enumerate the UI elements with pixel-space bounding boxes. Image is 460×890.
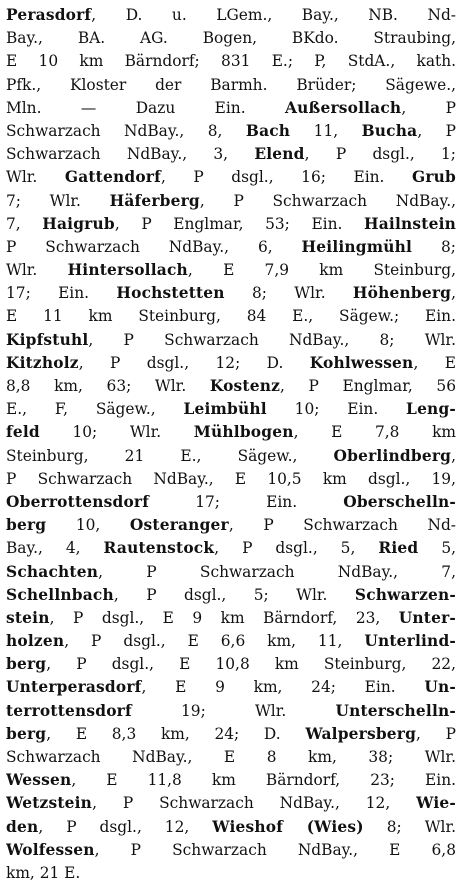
text-run: , P dsgl., 12; D.: [78, 353, 310, 372]
place-name: Elend: [254, 145, 305, 164]
place-name: Osteranger: [129, 516, 229, 535]
text-line: [6, 700, 456, 723]
text-run: 10,: [46, 516, 130, 535]
place-name: berg: [6, 655, 47, 674]
text-run: 7; Wlr.: [6, 191, 110, 210]
place-name: Unter-: [398, 608, 456, 627]
text-run: 8; Wlr.: [224, 284, 353, 303]
text-run: , D. u. LGem., Bay., NB. Nd-: [91, 6, 456, 24]
place-name: Häferberg: [109, 191, 200, 210]
text-line: [6, 259, 456, 282]
text-line: [6, 676, 456, 699]
place-name: stein: [6, 608, 50, 627]
text-run: ,: [451, 284, 456, 303]
text-line: [6, 305, 456, 328]
text-line: [6, 792, 456, 815]
text-run: , P Schwarzach NdBay., E 6,8: [94, 840, 456, 859]
place-name: Hailnstein: [364, 214, 456, 233]
place-name: Ried: [378, 539, 419, 558]
place-name: Hochstetten: [116, 284, 225, 303]
place-name: Außersollach: [285, 98, 402, 117]
text-line: [6, 213, 456, 236]
text-line: [6, 537, 456, 560]
place-name: Wessen: [6, 771, 72, 790]
text-run: km, 21 E.: [6, 863, 81, 882]
text-run: , E 9 km, 24; Ein.: [141, 678, 425, 697]
text-run: , P dsgl., 16; Ein.: [160, 168, 412, 187]
text-line: [6, 398, 456, 421]
place-name: holzen: [6, 632, 65, 651]
text-line: [6, 862, 456, 885]
place-name: Höhenberg: [352, 284, 452, 303]
place-name: Bucha: [361, 121, 418, 140]
text-run: , P Schwarzach NdBay., 12,: [92, 794, 417, 813]
place-name: Hintersollach: [67, 261, 188, 280]
text-run: , P Schwarzach NdBay.,: [199, 191, 456, 210]
text-line: [6, 236, 456, 259]
place-name: feld: [6, 423, 40, 442]
text-line: [6, 421, 456, 444]
text-run: ,: [451, 446, 456, 465]
text-line: [6, 27, 456, 50]
text-line: [6, 97, 456, 120]
text-line: [6, 723, 456, 746]
place-name: Wolfessen: [6, 840, 95, 859]
place-name: berg: [6, 724, 47, 743]
text-run: E., F, Sägew.,: [6, 400, 184, 419]
text-run: , E 7,9 km Steinburg,: [187, 261, 456, 280]
text-run: 17; Ein.: [149, 492, 344, 511]
place-name: Unterperasdorf: [6, 678, 142, 697]
text-run: , E 7,8 km: [293, 423, 456, 442]
text-run: , P dsgl., E 10,8 km Steinburg, 22,: [46, 655, 456, 674]
text-line: [6, 74, 456, 97]
text-line: [6, 630, 456, 653]
place-name: den: [6, 817, 39, 836]
text-run: , E: [413, 353, 456, 372]
place-name: Walpersberg: [305, 724, 417, 743]
text-run: 5,: [418, 539, 456, 558]
text-run: , P Englmar, 56: [280, 377, 456, 395]
place-name: Kitzholz: [6, 353, 79, 372]
text-run: Schwarzach NdBay., 8,: [6, 121, 246, 140]
place-name: Schachten: [6, 562, 99, 581]
text-run: , E 8,3 km, 24; D.: [46, 724, 306, 743]
text-run: , P dsgl., E 6,6 km, 11,: [64, 632, 365, 651]
text-line: [6, 375, 456, 398]
place-name: Grub: [411, 168, 456, 187]
text-run: , P: [401, 98, 456, 117]
text-line: [6, 4, 456, 27]
place-name: Wetzstein: [6, 794, 93, 813]
text-line: [6, 282, 456, 305]
place-name: Oberlindberg: [333, 446, 452, 465]
text-line: [6, 561, 456, 584]
place-name: Schellnbach: [6, 585, 114, 604]
text-run: P Schwarzach NdBay., E 10,5 km dsgl., 19,: [6, 469, 456, 488]
text-line: [6, 468, 456, 491]
gazetteer-entry-perasdorf: [6, 4, 456, 885]
text-run: 10; Ein.: [266, 400, 407, 419]
place-name: Kostenz: [209, 377, 281, 395]
text-run: , P Schwarzach Nd-: [228, 516, 456, 535]
text-run: E 11 km Steinburg, 84 E., Sägew.; Ein.: [6, 307, 456, 326]
text-run: , P: [416, 724, 456, 743]
place-name: Perasdorf: [6, 6, 92, 24]
text-run: 8;: [412, 237, 456, 256]
place-name: Leimbühl: [183, 400, 267, 419]
place-name: Oberrottensdorf: [6, 492, 150, 511]
text-line: [6, 769, 456, 792]
text-line: [6, 143, 456, 166]
text-run: 19; Wlr.: [131, 701, 336, 720]
text-line: [6, 746, 456, 769]
text-line: [6, 120, 456, 143]
text-run: E 10 km Bärndorf; 831 E.; P, StdA., kath.: [6, 52, 456, 71]
place-name: Oberschelln-: [343, 492, 456, 511]
text-line: [6, 584, 456, 607]
text-run: Mln. — Dazu Ein.: [6, 98, 286, 117]
place-name: Un-: [424, 678, 456, 697]
text-run: , P Englmar, 53; Ein.: [114, 214, 364, 233]
text-run: , P dsgl., 12,: [38, 817, 213, 836]
text-run: , P Schwarzach NdBay., 7,: [98, 562, 456, 581]
text-run: 8,8 km, 63; Wlr.: [6, 377, 210, 395]
place-name: terrottensdorf: [6, 701, 132, 720]
place-name: Rautenstock: [103, 539, 215, 558]
place-name: Bach: [245, 121, 291, 140]
text-run: , E 11,8 km Bärndorf, 23; Ein.: [71, 771, 456, 790]
text-run: , P dsgl., E 9 km Bärndorf, 23,: [49, 608, 399, 627]
text-line: [6, 352, 456, 375]
text-line: [6, 445, 456, 468]
text-run: 8; Wlr.: [363, 817, 456, 836]
place-name: Leng-: [406, 400, 456, 419]
text-line: [6, 329, 456, 352]
place-name: Unterlind-: [364, 632, 456, 651]
text-line: [6, 190, 456, 213]
text-line: [6, 514, 456, 537]
text-run: P Schwarzach NdBay., 6,: [6, 237, 302, 256]
text-run: Pfk., Kloster der Barmh. Brüder; Sägewe.,: [6, 75, 456, 94]
text-run: Schwarzach NdBay., E 8 km, 38; Wlr.: [6, 748, 456, 766]
text-run: , P dsgl., 1;: [304, 145, 456, 164]
text-run: 17; Ein.: [6, 284, 117, 303]
text-run: Steinburg, 21 E., Sägew.,: [6, 446, 334, 465]
place-name: Wie-: [416, 794, 456, 813]
place-name: Mühlbogen: [193, 423, 294, 442]
text-run: Bay., BA. AG. Bogen, BKdo. Straubing,: [6, 29, 456, 48]
text-line: [6, 653, 456, 676]
text-line: [6, 50, 456, 73]
text-line: [6, 491, 456, 514]
place-name: Schwarzen-: [354, 585, 456, 604]
text-run: Schwarzach NdBay., 3,: [6, 145, 255, 164]
text-run: Wlr.: [6, 168, 65, 187]
place-name: Heilingmühl: [301, 237, 413, 256]
text-run: , P dsgl., 5; Wlr.: [113, 585, 355, 604]
place-name: Wieshof (Wies): [212, 817, 364, 836]
text-run: 7,: [6, 214, 43, 233]
place-name: Gattendorf: [64, 168, 161, 187]
text-run: Bay., 4,: [6, 539, 104, 558]
text-run: Wlr.: [6, 261, 68, 280]
place-name: Haigrub: [42, 214, 115, 233]
text-run: , P dsgl., 5,: [214, 539, 379, 558]
text-line: [6, 607, 456, 630]
text-run: , P: [417, 121, 456, 140]
text-run: , P Schwarzach NdBay., 8; Wlr.: [88, 330, 456, 349]
text-run: 11,: [290, 121, 362, 140]
place-name: berg: [6, 516, 47, 535]
text-run: 10; Wlr.: [39, 423, 194, 442]
place-name: Kohlwessen: [309, 353, 414, 372]
text-line: [6, 816, 456, 839]
text-line: [6, 166, 456, 189]
text-line: [6, 839, 456, 862]
place-name: Kipfstuhl: [6, 330, 89, 349]
place-name: Unterschelln-: [335, 701, 456, 720]
